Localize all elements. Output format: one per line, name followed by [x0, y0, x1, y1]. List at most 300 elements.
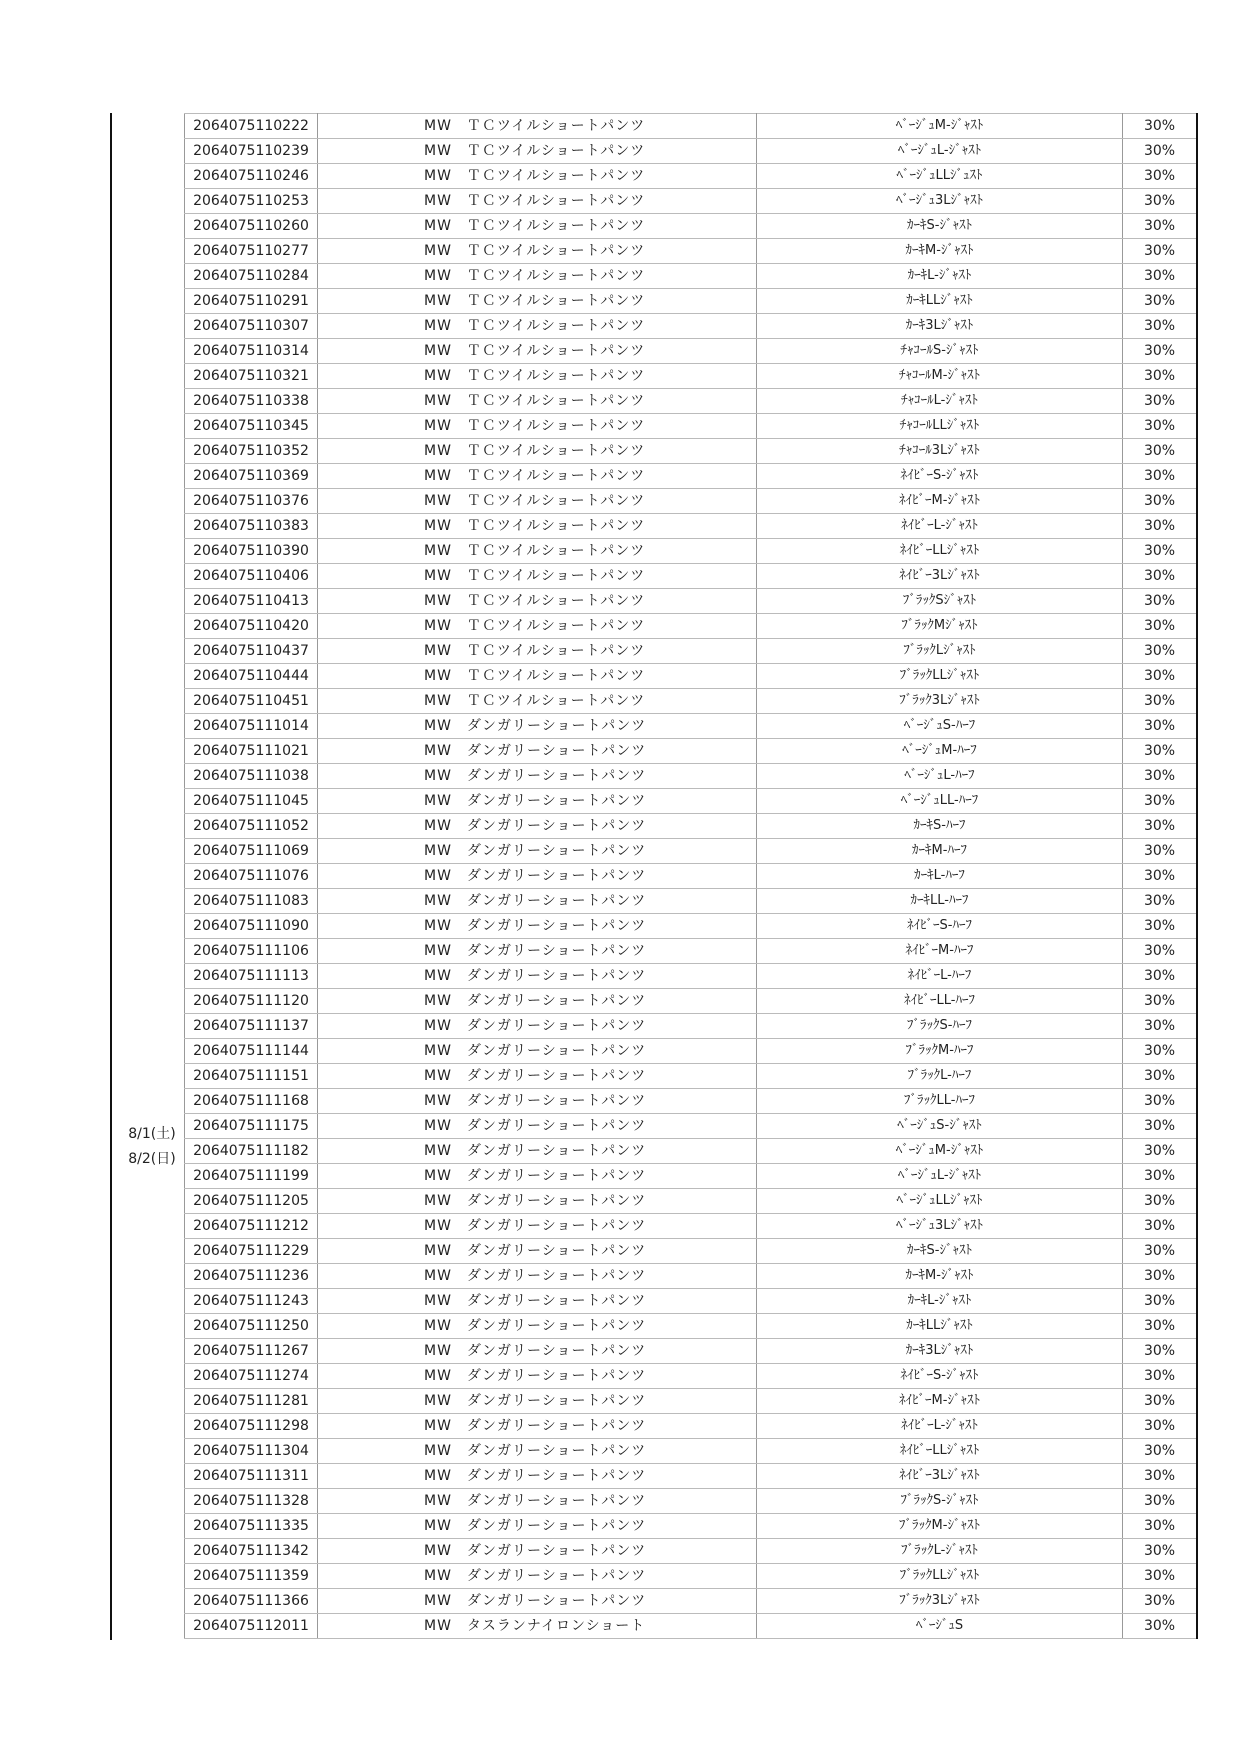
variant-cell: ｶｰｷLLｼﾞｬｽﾄ: [757, 289, 1123, 314]
variant-cell: ﾁｬｺｰﾙL-ｼﾞｬｽﾄ: [757, 389, 1123, 414]
product-name-text: MW ダンガリーショートパンツ: [424, 1043, 647, 1059]
product-name-cell: [318, 1589, 757, 1614]
variant-cell: ﾍﾞｰｼﾞｭ3Lｼﾞｬｽﾄ: [757, 189, 1123, 214]
product-code-cell: 2064075111304: [185, 1439, 318, 1464]
table-row: [185, 1339, 1198, 1364]
product-name-cell: [318, 464, 757, 489]
product-name-text: MW ダンガリーショートパンツ: [424, 918, 647, 934]
product-code-cell: 2064075111229: [185, 1239, 318, 1264]
product-name-text: MW ダンガリーショートパンツ: [424, 1143, 647, 1159]
discount-cell: 30%: [1123, 214, 1198, 239]
discount-cell: 30%: [1123, 414, 1198, 439]
variant-cell: ﾌﾞﾗｯｸM-ﾊｰﾌ: [757, 1039, 1123, 1064]
product-name-text: MW ダンガリーショートパンツ: [424, 993, 647, 1009]
product-name-cell: [318, 689, 757, 714]
variant-cell: ﾍﾞｰｼﾞｭL-ｼﾞｬｽﾄ: [757, 1164, 1123, 1189]
discount-cell: 30%: [1123, 1464, 1198, 1489]
discount-cell: 30%: [1123, 789, 1198, 814]
sale-items-sheet: [110, 113, 1193, 1640]
table-row: [185, 814, 1198, 839]
table-row: [185, 614, 1198, 639]
discount-cell: 30%: [1123, 1139, 1198, 1164]
product-name-text: MW ＴＣツイルショートパンツ: [424, 218, 646, 234]
table-row: [185, 364, 1198, 389]
table-row: [185, 689, 1198, 714]
product-code-cell: 2064075110444: [185, 664, 318, 689]
product-code-cell: 2064075110284: [185, 264, 318, 289]
table-row: [185, 1389, 1198, 1414]
product-code-cell: 2064075110314: [185, 339, 318, 364]
variant-cell: ﾌﾞﾗｯｸLL-ﾊｰﾌ: [757, 1089, 1123, 1114]
variant-cell: ｶｰｷS-ﾊｰﾌ: [757, 814, 1123, 839]
table-row: [185, 1139, 1198, 1164]
product-name-text: MW ＴＣツイルショートパンツ: [424, 518, 646, 534]
product-code-cell: 2064075111243: [185, 1289, 318, 1314]
product-code-cell: 2064075111250: [185, 1314, 318, 1339]
discount-cell: 30%: [1123, 1289, 1198, 1314]
product-name-cell: [318, 314, 757, 339]
table-row: [185, 1064, 1198, 1089]
product-name-text: MW ダンガリーショートパンツ: [424, 1593, 647, 1609]
variant-cell: ﾈｲﾋﾞｰS-ｼﾞｬｽﾄ: [757, 1364, 1123, 1389]
product-table: [184, 113, 1198, 1639]
product-name-text: MW ダンガリーショートパンツ: [424, 1193, 647, 1209]
product-name-cell: [318, 1114, 757, 1139]
product-name-cell: [318, 564, 757, 589]
variant-cell: ﾈｲﾋﾞｰLLｼﾞｬｽﾄ: [757, 1439, 1123, 1464]
variant-cell: ﾌﾞﾗｯｸLLｼﾞｬｽﾄ: [757, 1564, 1123, 1589]
variant-cell: ﾁｬｺｰﾙLLｼﾞｬｽﾄ: [757, 414, 1123, 439]
product-name-cell: [318, 1239, 757, 1264]
variant-cell: ｶｰｷM-ｼﾞｬｽﾄ: [757, 239, 1123, 264]
product-code-cell: 2064075110413: [185, 589, 318, 614]
variant-cell: ﾌﾞﾗｯｸ3Lｼﾞｬｽﾄ: [757, 1589, 1123, 1614]
discount-cell: 30%: [1123, 1514, 1198, 1539]
table-row: [185, 1364, 1198, 1389]
discount-cell: 30%: [1123, 339, 1198, 364]
table-row: [185, 564, 1198, 589]
variant-cell: ﾍﾞｰｼﾞｭL-ﾊｰﾌ: [757, 764, 1123, 789]
product-code-cell: 2064075111021: [185, 739, 318, 764]
product-name-text: MW ＴＣツイルショートパンツ: [424, 343, 646, 359]
product-code-cell: 2064075111090: [185, 914, 318, 939]
variant-cell: ﾌﾞﾗｯｸL-ﾊｰﾌ: [757, 1064, 1123, 1089]
discount-cell: 30%: [1123, 839, 1198, 864]
table-row: [185, 1289, 1198, 1314]
product-name-cell: [318, 814, 757, 839]
table-row: [185, 389, 1198, 414]
product-name-cell: [318, 364, 757, 389]
product-name-cell: [318, 1164, 757, 1189]
product-code-cell: 2064075110307: [185, 314, 318, 339]
product-name-cell: [318, 589, 757, 614]
variant-cell: ｶｰｷLL-ﾊｰﾌ: [757, 889, 1123, 914]
table-row: [185, 639, 1198, 664]
product-code-cell: 2064075110406: [185, 564, 318, 589]
product-code-cell: 2064075110352: [185, 439, 318, 464]
product-name-text: MW タスランナイロンショート: [424, 1618, 646, 1634]
product-name-text: MW ＴＣツイルショートパンツ: [424, 643, 646, 659]
product-code-cell: 2064075111236: [185, 1264, 318, 1289]
table-row: [185, 1314, 1198, 1339]
variant-cell: ﾌﾞﾗｯｸS-ﾊｰﾌ: [757, 1014, 1123, 1039]
product-code-cell: 2064075111205: [185, 1189, 318, 1214]
product-name-text: MW ＴＣツイルショートパンツ: [424, 618, 646, 634]
product-code-cell: 2064075110390: [185, 539, 318, 564]
table-row: [185, 414, 1198, 439]
product-name-text: MW ダンガリーショートパンツ: [424, 768, 647, 784]
discount-cell: 30%: [1123, 639, 1198, 664]
product-name-text: MW ＴＣツイルショートパンツ: [424, 593, 646, 609]
product-code-cell: 2064075111281: [185, 1389, 318, 1414]
product-name-cell: [318, 1414, 757, 1439]
table-row: [185, 1039, 1198, 1064]
product-name-text: MW ダンガリーショートパンツ: [424, 1518, 647, 1534]
product-code-cell: 2064075110260: [185, 214, 318, 239]
discount-cell: 30%: [1123, 739, 1198, 764]
table-row: [185, 439, 1198, 464]
product-code-cell: 2064075111168: [185, 1089, 318, 1114]
discount-cell: 30%: [1123, 889, 1198, 914]
table-row: [185, 1114, 1198, 1139]
table-row: [185, 889, 1198, 914]
variant-cell: ﾍﾞｰｼﾞｭM-ｼﾞｬｽﾄ: [757, 114, 1123, 139]
product-name-cell: [318, 164, 757, 189]
table-row: [185, 789, 1198, 814]
product-code-cell: 2064075110369: [185, 464, 318, 489]
variant-cell: ﾈｲﾋﾞｰLL-ﾊｰﾌ: [757, 989, 1123, 1014]
product-code-cell: 2064075111342: [185, 1539, 318, 1564]
table-row: [185, 914, 1198, 939]
product-name-text: MW ダンガリーショートパンツ: [424, 868, 647, 884]
product-name-text: MW ダンガリーショートパンツ: [424, 1368, 647, 1384]
product-name-text: MW ダンガリーショートパンツ: [424, 1318, 647, 1334]
product-code-cell: 2064075111038: [185, 764, 318, 789]
product-name-text: MW ダンガリーショートパンツ: [424, 1168, 647, 1184]
discount-cell: 30%: [1123, 139, 1198, 164]
variant-cell: ﾍﾞｰｼﾞｭLL-ﾊｰﾌ: [757, 789, 1123, 814]
product-name-cell: [318, 214, 757, 239]
variant-cell: ﾈｲﾋﾞｰM-ｼﾞｬｽﾄ: [757, 1389, 1123, 1414]
product-name-cell: [318, 714, 757, 739]
product-name-cell: [318, 1264, 757, 1289]
product-name-cell: [318, 139, 757, 164]
product-name-text: MW ダンガリーショートパンツ: [424, 1493, 647, 1509]
variant-cell: ﾌﾞﾗｯｸLLｼﾞｬｽﾄ: [757, 664, 1123, 689]
product-name-text: MW ダンガリーショートパンツ: [424, 1018, 647, 1034]
product-code-cell: 2064075111298: [185, 1414, 318, 1439]
product-name-text: MW ＴＣツイルショートパンツ: [424, 468, 646, 484]
variant-cell: ﾍﾞｰｼﾞｭM-ｼﾞｬｽﾄ: [757, 1139, 1123, 1164]
product-code-cell: 2064075111274: [185, 1364, 318, 1389]
discount-cell: 30%: [1123, 389, 1198, 414]
product-code-cell: 2064075110239: [185, 139, 318, 164]
variant-cell: ﾌﾞﾗｯｸMｼﾞｬｽﾄ: [757, 614, 1123, 639]
table-row: [185, 1164, 1198, 1189]
discount-cell: 30%: [1123, 689, 1198, 714]
product-code-cell: 2064075111137: [185, 1014, 318, 1039]
variant-cell: ｶｰｷS-ｼﾞｬｽﾄ: [757, 1239, 1123, 1264]
discount-cell: 30%: [1123, 514, 1198, 539]
variant-cell: ｶｰｷM-ｼﾞｬｽﾄ: [757, 1264, 1123, 1289]
discount-cell: 30%: [1123, 1589, 1198, 1614]
variant-cell: ﾍﾞｰｼﾞｭL-ｼﾞｬｽﾄ: [757, 139, 1123, 164]
product-name-text: MW ダンガリーショートパンツ: [424, 793, 647, 809]
table-row: [185, 264, 1198, 289]
discount-cell: 30%: [1123, 314, 1198, 339]
product-name-cell: [318, 1539, 757, 1564]
product-name-cell: [318, 1189, 757, 1214]
variant-cell: ﾌﾞﾗｯｸSｼﾞｬｽﾄ: [757, 589, 1123, 614]
product-name-cell: [318, 939, 757, 964]
product-name-cell: [318, 439, 757, 464]
variant-cell: ﾌﾞﾗｯｸM-ｼﾞｬｽﾄ: [757, 1514, 1123, 1539]
product-name-cell: [318, 514, 757, 539]
table-row: [185, 1489, 1198, 1514]
product-name-text: MW ＴＣツイルショートパンツ: [424, 243, 646, 259]
discount-cell: 30%: [1123, 464, 1198, 489]
discount-cell: 30%: [1123, 1039, 1198, 1064]
variant-cell: ﾈｲﾋﾞｰL-ｼﾞｬｽﾄ: [757, 1414, 1123, 1439]
discount-cell: 30%: [1123, 1164, 1198, 1189]
sale-date-1: 8/1(土): [128, 1126, 176, 1142]
table-row: [185, 539, 1198, 564]
variant-cell: ﾍﾞｰｼﾞｭ3Lｼﾞｬｽﾄ: [757, 1214, 1123, 1239]
product-code-cell: 2064075110420: [185, 614, 318, 639]
product-name-text: MW ダンガリーショートパンツ: [424, 968, 647, 984]
variant-cell: ｶｰｷL-ｼﾞｬｽﾄ: [757, 1289, 1123, 1314]
product-name-text: MW ＴＣツイルショートパンツ: [424, 118, 646, 134]
discount-cell: 30%: [1123, 564, 1198, 589]
variant-cell: ｶｰｷL-ﾊｰﾌ: [757, 864, 1123, 889]
table-row: [185, 1214, 1198, 1239]
variant-cell: ﾈｲﾋﾞｰM-ｼﾞｬｽﾄ: [757, 489, 1123, 514]
table-row: [185, 139, 1198, 164]
product-name-text: MW ＴＣツイルショートパンツ: [424, 168, 646, 184]
table-row: [185, 839, 1198, 864]
product-code-cell: 2064075110383: [185, 514, 318, 539]
product-name-text: MW ダンガリーショートパンツ: [424, 1093, 647, 1109]
product-name-cell: [318, 1089, 757, 1114]
product-name-cell: [318, 864, 757, 889]
product-name-text: MW ＴＣツイルショートパンツ: [424, 668, 646, 684]
product-code-cell: 2064075110451: [185, 689, 318, 714]
table-row: [185, 489, 1198, 514]
table-row: [185, 939, 1198, 964]
product-name-cell: [318, 614, 757, 639]
product-code-cell: 2064075110246: [185, 164, 318, 189]
discount-cell: 30%: [1123, 1564, 1198, 1589]
product-name-text: MW ＴＣツイルショートパンツ: [424, 693, 646, 709]
product-name-cell: [318, 1439, 757, 1464]
table-row: [185, 514, 1198, 539]
product-name-text: MW ＴＣツイルショートパンツ: [424, 493, 646, 509]
table-row: [185, 1414, 1198, 1439]
table-row: [185, 664, 1198, 689]
variant-cell: ﾈｲﾋﾞｰS-ｼﾞｬｽﾄ: [757, 464, 1123, 489]
variant-cell: ﾌﾞﾗｯｸS-ｼﾞｬｽﾄ: [757, 1489, 1123, 1514]
product-name-cell: [318, 264, 757, 289]
table-row: [185, 464, 1198, 489]
product-name-cell: [318, 1139, 757, 1164]
product-code-cell: 2064075110253: [185, 189, 318, 214]
discount-cell: 30%: [1123, 489, 1198, 514]
product-name-text: MW ダンガリーショートパンツ: [424, 1268, 647, 1284]
product-code-cell: 2064075111113: [185, 964, 318, 989]
discount-cell: 30%: [1123, 539, 1198, 564]
discount-cell: 30%: [1123, 114, 1198, 139]
product-name-text: MW ダンガリーショートパンツ: [424, 1293, 647, 1309]
discount-cell: 30%: [1123, 1339, 1198, 1364]
variant-cell: ｶｰｷM-ﾊｰﾌ: [757, 839, 1123, 864]
product-name-text: MW ＴＣツイルショートパンツ: [424, 293, 646, 309]
product-name-cell: [318, 539, 757, 564]
discount-cell: 30%: [1123, 814, 1198, 839]
product-name-text: MW ダンガリーショートパンツ: [424, 1118, 647, 1134]
product-name-text: MW ダンガリーショートパンツ: [424, 718, 647, 734]
table-row: [185, 989, 1198, 1014]
variant-cell: ｶｰｷLLｼﾞｬｽﾄ: [757, 1314, 1123, 1339]
product-name-text: MW ＴＣツイルショートパンツ: [424, 193, 646, 209]
discount-cell: 30%: [1123, 1114, 1198, 1139]
discount-cell: 30%: [1123, 1264, 1198, 1289]
discount-cell: 30%: [1123, 1014, 1198, 1039]
product-name-text: MW ダンガリーショートパンツ: [424, 1543, 647, 1559]
discount-cell: 30%: [1123, 189, 1198, 214]
product-table-body: [185, 114, 1198, 1639]
product-name-cell: [318, 114, 757, 139]
product-name-cell: [318, 839, 757, 864]
variant-cell: ﾁｬｺｰﾙM-ｼﾞｬｽﾄ: [757, 364, 1123, 389]
product-name-text: MW ＴＣツイルショートパンツ: [424, 143, 646, 159]
variant-cell: ｶｰｷ3Lｼﾞｬｽﾄ: [757, 314, 1123, 339]
product-name-cell: [318, 989, 757, 1014]
table-row: [185, 114, 1198, 139]
product-name-text: MW ＴＣツイルショートパンツ: [424, 268, 646, 284]
table-row: [185, 714, 1198, 739]
variant-cell: ﾍﾞｰｼﾞｭS-ﾊｰﾌ: [757, 714, 1123, 739]
table-row: [185, 589, 1198, 614]
product-name-text: MW ＴＣツイルショートパンツ: [424, 443, 646, 459]
table-row: [185, 1089, 1198, 1114]
product-code-cell: 2064075111076: [185, 864, 318, 889]
table-row: [185, 164, 1198, 189]
product-name-text: MW ダンガリーショートパンツ: [424, 943, 647, 959]
product-name-cell: [318, 289, 757, 314]
discount-cell: 30%: [1123, 714, 1198, 739]
product-name-cell: [318, 764, 757, 789]
discount-cell: 30%: [1123, 1239, 1198, 1264]
table-row: [185, 1614, 1198, 1639]
discount-cell: 30%: [1123, 289, 1198, 314]
product-name-text: MW ダンガリーショートパンツ: [424, 843, 647, 859]
product-name-cell: [318, 489, 757, 514]
variant-cell: ﾁｬｺｰﾙ3Lｼﾞｬｽﾄ: [757, 439, 1123, 464]
product-name-cell: [318, 1064, 757, 1089]
discount-cell: 30%: [1123, 164, 1198, 189]
product-name-text: MW ＴＣツイルショートパンツ: [424, 318, 646, 334]
product-code-cell: 2064075111311: [185, 1464, 318, 1489]
table-row: [185, 314, 1198, 339]
product-name-cell: [318, 1389, 757, 1414]
variant-cell: ﾌﾞﾗｯｸL-ｼﾞｬｽﾄ: [757, 1539, 1123, 1564]
product-code-cell: 2064075111366: [185, 1589, 318, 1614]
product-name-cell: [318, 1339, 757, 1364]
variant-cell: ﾈｲﾋﾞｰS-ﾊｰﾌ: [757, 914, 1123, 939]
variant-cell: ﾍﾞｰｼﾞｭS: [757, 1614, 1123, 1639]
discount-cell: 30%: [1123, 364, 1198, 389]
product-name-text: MW ダンガリーショートパンツ: [424, 1218, 647, 1234]
product-code-cell: 2064075111083: [185, 889, 318, 914]
discount-cell: 30%: [1123, 664, 1198, 689]
product-name-text: MW ＴＣツイルショートパンツ: [424, 393, 646, 409]
product-name-cell: [318, 1489, 757, 1514]
table-row: [185, 239, 1198, 264]
table-row: [185, 1439, 1198, 1464]
product-name-text: MW ダンガリーショートパンツ: [424, 893, 647, 909]
discount-cell: 30%: [1123, 1364, 1198, 1389]
product-code-cell: 2064075111106: [185, 939, 318, 964]
discount-cell: 30%: [1123, 1314, 1198, 1339]
product-name-cell: [318, 739, 757, 764]
table-row: [185, 339, 1198, 364]
discount-cell: 30%: [1123, 1489, 1198, 1514]
discount-cell: 30%: [1123, 989, 1198, 1014]
table-row: [185, 1264, 1198, 1289]
discount-cell: 30%: [1123, 1539, 1198, 1564]
table-row: [185, 864, 1198, 889]
product-code-cell: 2064075110437: [185, 639, 318, 664]
discount-cell: 30%: [1123, 614, 1198, 639]
product-name-cell: [318, 889, 757, 914]
table-row: [185, 1539, 1198, 1564]
discount-cell: 30%: [1123, 1089, 1198, 1114]
product-name-cell: [318, 1314, 757, 1339]
product-name-cell: [318, 1014, 757, 1039]
product-name-cell: [318, 1214, 757, 1239]
discount-cell: 30%: [1123, 264, 1198, 289]
variant-cell: ﾁｬｺｰﾙS-ｼﾞｬｽﾄ: [757, 339, 1123, 364]
product-name-text: MW ダンガリーショートパンツ: [424, 1068, 647, 1084]
product-name-cell: [318, 964, 757, 989]
table-row: [185, 1514, 1198, 1539]
product-code-cell: 2064075111052: [185, 814, 318, 839]
product-name-text: MW ダンガリーショートパンツ: [424, 1243, 647, 1259]
product-code-cell: 2064075111267: [185, 1339, 318, 1364]
product-code-cell: 2064075111069: [185, 839, 318, 864]
product-name-cell: [318, 789, 757, 814]
variant-cell: ﾌﾞﾗｯｸ3Lｼﾞｬｽﾄ: [757, 689, 1123, 714]
product-name-cell: [318, 189, 757, 214]
variant-cell: ﾌﾞﾗｯｸLｼﾞｬｽﾄ: [757, 639, 1123, 664]
product-name-text: MW ダンガリーショートパンツ: [424, 1468, 647, 1484]
product-name-text: MW ダンガリーショートパンツ: [424, 1343, 647, 1359]
product-code-cell: 2064075110376: [185, 489, 318, 514]
product-code-cell: 2064075111120: [185, 989, 318, 1014]
product-code-cell: 2064075110338: [185, 389, 318, 414]
table-row: [185, 214, 1198, 239]
product-code-cell: 2064075111045: [185, 789, 318, 814]
product-name-cell: [318, 414, 757, 439]
product-code-cell: 2064075111182: [185, 1139, 318, 1164]
product-name-text: MW ダンガリーショートパンツ: [424, 1393, 647, 1409]
table-row: [185, 1564, 1198, 1589]
discount-cell: 30%: [1123, 864, 1198, 889]
discount-cell: 30%: [1123, 1189, 1198, 1214]
variant-cell: ﾈｲﾋﾞｰL-ｼﾞｬｽﾄ: [757, 514, 1123, 539]
table-row: [185, 1239, 1198, 1264]
product-code-cell: 2064075111175: [185, 1114, 318, 1139]
